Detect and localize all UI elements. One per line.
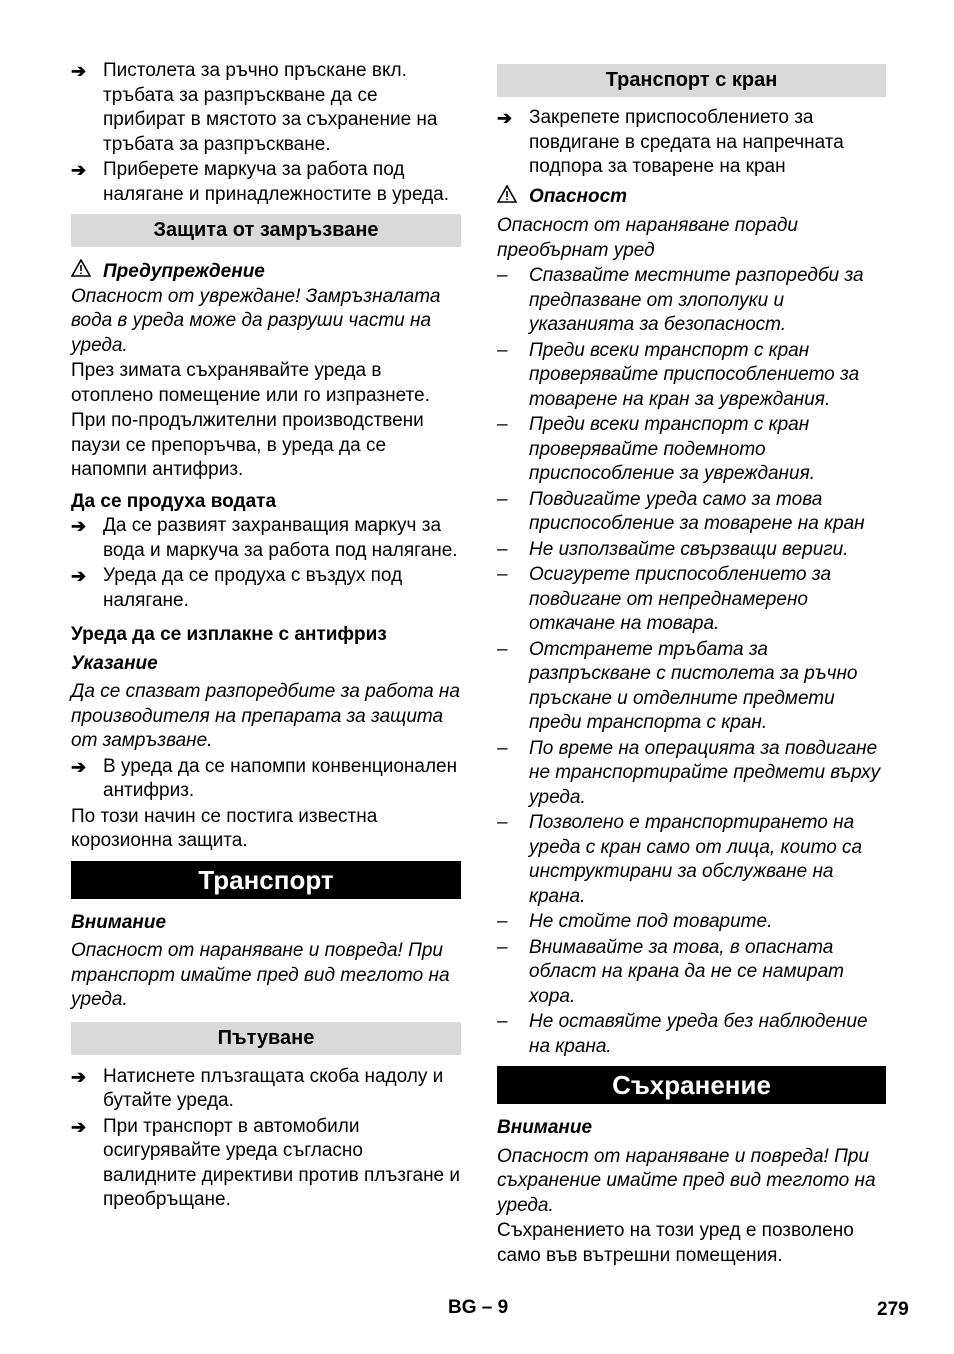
paragraph: Съхранението на този уред е позволено само във вътрешни помещения. <box>497 1220 854 1266</box>
footer-section: BG – 9 <box>448 1297 509 1318</box>
list-item: ➔ Приберете маркуча за работа под налягане и принадлежностите в уреда. <box>71 158 461 207</box>
note-text: Да се спазват разпоредбите за работа на производителя на препарата за защита от замръзване. <box>71 681 460 751</box>
list-item: – Не използвайте свързващи вериги. <box>497 538 849 560</box>
list-item: – Не стойте под товарите. <box>497 911 773 932</box>
list-item: – Позволено е транспортирането на уреда с кран само от лица, които са инструктирани за обслужване на крана. <box>497 812 863 907</box>
list-item: ➔ Натиснете плъзгащата скоба надолу и бутайте уреда. <box>71 1065 461 1114</box>
warning-triangle-icon <box>71 259 103 285</box>
frost-heading: Защита от замръзване <box>71 214 461 247</box>
page-number: 279 <box>877 1299 909 1320</box>
attention-label: Внимание <box>71 911 167 933</box>
travel-heading: Пътуване <box>71 1022 461 1055</box>
intro-steps <box>71 59 461 207</box>
list-item: – Преди всеки транспорт с кран проверявайте приспособлението за товарене на кран за увреждания. <box>497 339 860 410</box>
list-item: – Отстранете тръбата за разпръскване с пистолета за ръчно пръскане и отделните предмети преди транспорта с кран. <box>497 638 858 733</box>
paragraph: По този начин се постига известна корозионна защита. <box>71 805 378 851</box>
attention-text: Опасност от нараняване и повреда! При транспорт имайте пред вид теглото на уреда. <box>71 940 450 1010</box>
left-column <box>71 59 461 1214</box>
warning-header: Предупреждение <box>71 259 461 285</box>
list-item: ➔ Уреда да се продуха с въздух под налягане. <box>71 564 461 613</box>
arrow-right-icon: ➔ <box>71 516 87 536</box>
danger-header: Опасност <box>497 185 886 211</box>
list-item: – Осигурете приспособлението за повдигане от непреднамерено откачане на товара. <box>497 564 832 634</box>
attention-label: Внимание <box>497 1117 593 1138</box>
paragraph: При по-продължителни производствени паузи се препоръчва, в уреда да се напомпи антифриз. <box>71 410 424 480</box>
list-item: – Внимавайте за това, в опасната област на крана да не се намират хора. <box>497 936 845 1007</box>
list-item: – Преди всеки транспорт с кран проверявайте подемното приспособление за увреждания. <box>497 414 815 484</box>
list-item: – Повдигайте уреда само за това приспособление за товарене на кран <box>497 488 865 534</box>
arrow-right-icon: ➔ <box>497 108 513 128</box>
arrow-right-icon: ➔ <box>71 566 87 586</box>
rinse-heading: Уреда да се изплакне с антифриз <box>71 624 387 645</box>
list-item: ➔ При транспорт в автомобили осигурявайте уреда съгласно валидните директиви против плъзгане и преобръщане. <box>71 1115 461 1213</box>
crane-heading: Транспорт с кран <box>497 64 886 97</box>
list-item: ➔ Пистолета за ръчно пръскане вкл. тръбата за разпръскване да се прибират в мястото за съхранение на тръбата за разпръскване. <box>71 59 461 157</box>
crane-rules <box>497 264 886 1059</box>
blow-heading: Да се продуха водата <box>71 490 277 512</box>
danger-text: Опасност от нараняване поради преобърнат уред <box>497 215 798 261</box>
warning-triangle-icon <box>497 185 529 211</box>
list-item: ➔ Закрепете приспособлението за повдигане в средата на напречната подпора за товарене на кран <box>497 106 886 180</box>
paragraph: През зимата съхранявайте уреда в отоплено помещение или го изпразнете. <box>71 360 430 406</box>
arrow-right-icon: ➔ <box>71 1116 87 1137</box>
right-column <box>497 64 886 1269</box>
arrow-right-icon: ➔ <box>71 756 87 777</box>
attention-text: Опасност от нараняване и повреда! При съхранение имайте пред вид теглото на уреда. <box>497 1145 876 1216</box>
arrow-right-icon: ➔ <box>71 160 87 180</box>
arrow-right-icon: ➔ <box>71 61 87 81</box>
list-item: – Не оставяйте уреда без наблюдение на крана. <box>497 1011 868 1057</box>
transport-heading: Транспорт <box>71 861 461 899</box>
list-item: ➔ Да се развият захранващия маркуч за вода и маркуча за работа под налягане. <box>71 514 461 563</box>
list-item: – Спазвайте местните разпоредби за предпазване от злополуки и указанията за безопасност. <box>497 265 864 335</box>
warning-text: Опасност от увреждане! Замръзналата вода в уреда може да разруши части на уреда. <box>71 285 441 356</box>
list-item: – По време на операцията за повдигане не транспортирайте предмети върху уреда. <box>497 737 881 808</box>
storage-heading: Съхранение <box>497 1066 886 1104</box>
arrow-right-icon: ➔ <box>71 1066 87 1087</box>
note-label: Указание <box>71 652 158 674</box>
list-item: ➔ В уреда да се напомпи конвенционален антифриз. <box>71 755 461 804</box>
